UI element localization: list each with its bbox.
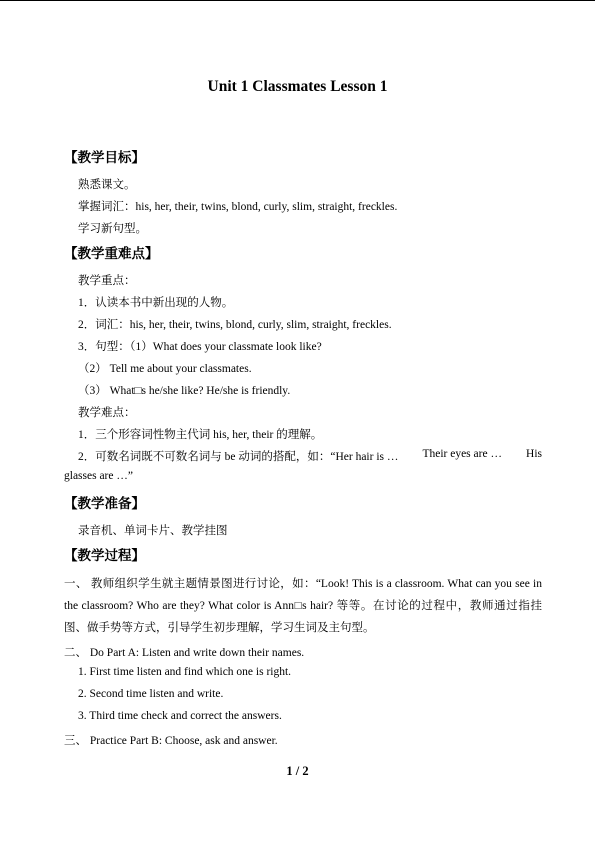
difficulty-2-part-2: Their eyes are … <box>422 448 502 460</box>
difficulty-2-continuation: glasses are …” <box>64 470 133 482</box>
process-step-2-item-1: 1. First time listen and find which one is right. <box>78 666 292 678</box>
key-point-line-5: （2） Tell me about your classmates. <box>78 363 252 375</box>
heading-teaching-preparation: 【教学准备】 <box>64 496 145 512</box>
page-number: 1 / 2 <box>286 764 309 778</box>
goal-line-2: 掌握词汇：his, her, their, twins, blond, curly, slim, straight, freckles. <box>78 201 398 213</box>
key-point-line-8: 1．三个形容词性物主代词 his, her, their 的理解。 <box>78 429 323 441</box>
process-step-1: 一、 教师组织学生就主题情景图进行讨论，如：“Look! This is a classroom. What can you see in the classroom? Who are they? What color is Ann□s hair? 等等。在讨论的过程中，教师通过指挂图、做手势等方式，引导学生初步理解，学习生词及主句型。 <box>64 578 542 634</box>
top-border-line <box>0 0 595 1</box>
document-title: Unit 1 Classmates Lesson 1 <box>207 78 388 95</box>
process-step-2: 二、 Do Part A: Listen and write down their names. <box>64 647 305 659</box>
heading-key-difficult-points: 【教学重难点】 <box>64 246 159 262</box>
difficulty-2-line <box>78 448 542 464</box>
key-point-line-7: 教学难点： <box>78 407 136 419</box>
goal-line-1: 熟悉课文。 <box>78 179 136 191</box>
process-step-2-item-3: 3. Third time check and correct the answers. <box>78 710 282 722</box>
process-step-3: 三、 Practice Part B: Choose, ask and answer. <box>64 735 278 747</box>
key-point-line-6: （3） What□s he/she like? He/she is friendly. <box>78 385 291 397</box>
key-point-line-3: 2．词汇：his, her, their, twins, blond, curly, slim, straight, freckles. <box>78 319 392 331</box>
key-point-line-2: 1．认读本书中新出现的人物。 <box>78 297 234 309</box>
heading-teaching-process: 【教学过程】 <box>64 548 145 564</box>
difficulty-2-part-1: 2．可数名词既不可数名词与 be 动词的搭配，如：“Her hair is … <box>78 451 399 463</box>
preparation-line-1: 录音机、单词卡片、教学挂图 <box>78 525 228 537</box>
difficulty-2-part-3: His <box>526 448 542 460</box>
goal-line-3: 学习新句型。 <box>78 223 147 235</box>
key-point-line-4: 3．句型：（1）What does your classmate look like? <box>78 341 322 353</box>
heading-teaching-goals: 【教学目标】 <box>64 150 145 166</box>
key-point-line-1: 教学重点： <box>78 275 136 287</box>
process-step-2-item-2: 2. Second time listen and write. <box>78 688 224 700</box>
